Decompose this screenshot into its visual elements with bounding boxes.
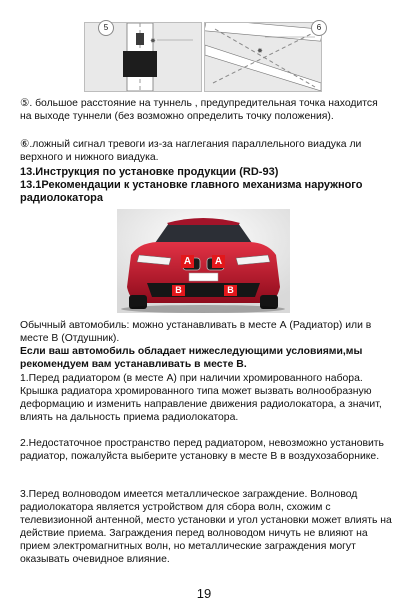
svg-text:✸: ✸ bbox=[150, 37, 156, 45]
section-heading-13: 13.Инструкция по установке продукции (RD-93) bbox=[20, 166, 279, 178]
paragraph-5: ⑤. большое расстояние на туннель , предупредительная точка находится на выходе туннели (без возможно определить точку положения). bbox=[20, 98, 378, 122]
marker-b-left: B bbox=[172, 285, 185, 296]
viaduct-diagram-graphic bbox=[205, 23, 321, 91]
list-item-2: 2.Недостаточное пространство перед радиатором, невозможно установить радиатор, пожалуйста выберите установку в месте В в воздухозаборнике. bbox=[20, 438, 384, 462]
diagram-number-5: 5 bbox=[98, 20, 114, 36]
recommendation-text: Если ваш автомобиль обладает нижеследующими условиями,мы рекомендуем вам устанавливать в месте В. bbox=[20, 346, 363, 370]
list-item-1: 1.Перед радиатором (в месте А) при наличии хромированного набора. Крышка радиатора хромированного типа может вызвать волнообразную деформацию и изменить направление движения радиолокатора, а значит, влиять на дальность приема радиолокатора. bbox=[20, 373, 382, 423]
normal-car-text: Обычный автомобиль: можно устанавливать в месте А (Радиатор) или в месте В (Отдушник). bbox=[20, 320, 372, 344]
page-number: 19 bbox=[196, 586, 212, 601]
viaduct-diagram bbox=[204, 22, 322, 92]
marker-a-right: A bbox=[212, 255, 225, 268]
car-front-photo bbox=[117, 209, 290, 313]
diagram-number-6: 6 bbox=[311, 20, 327, 36]
section-heading-13-1: 13.1Рекомендации к установке главного механизма наружного радиолокатора bbox=[20, 179, 363, 204]
car-photo-graphic bbox=[117, 209, 290, 313]
paragraph-6: ⑥.ложный сигнал тревоги из-за наглегания параллельного виадука ли верхного и нижного виадука. bbox=[20, 139, 362, 163]
marker-b-right: B bbox=[224, 285, 237, 296]
list-item-3: 3.Перед волноводом имеется металлическое заграждение. Волновод радиолокатора является устройством для сбора волн, схожим с телевизионной антенной, место установки и угол установки может влиять на действие приема. Заграждения перед волноводом ничуть не влияют на прием электромагнитных волн, но металлические заграждения могут оказывать очевидное влияние. bbox=[20, 489, 392, 565]
tunnel-viaduct-diagrams bbox=[84, 22, 322, 92]
marker-a-left: A bbox=[181, 255, 194, 268]
svg-text:✸: ✸ bbox=[257, 47, 263, 55]
